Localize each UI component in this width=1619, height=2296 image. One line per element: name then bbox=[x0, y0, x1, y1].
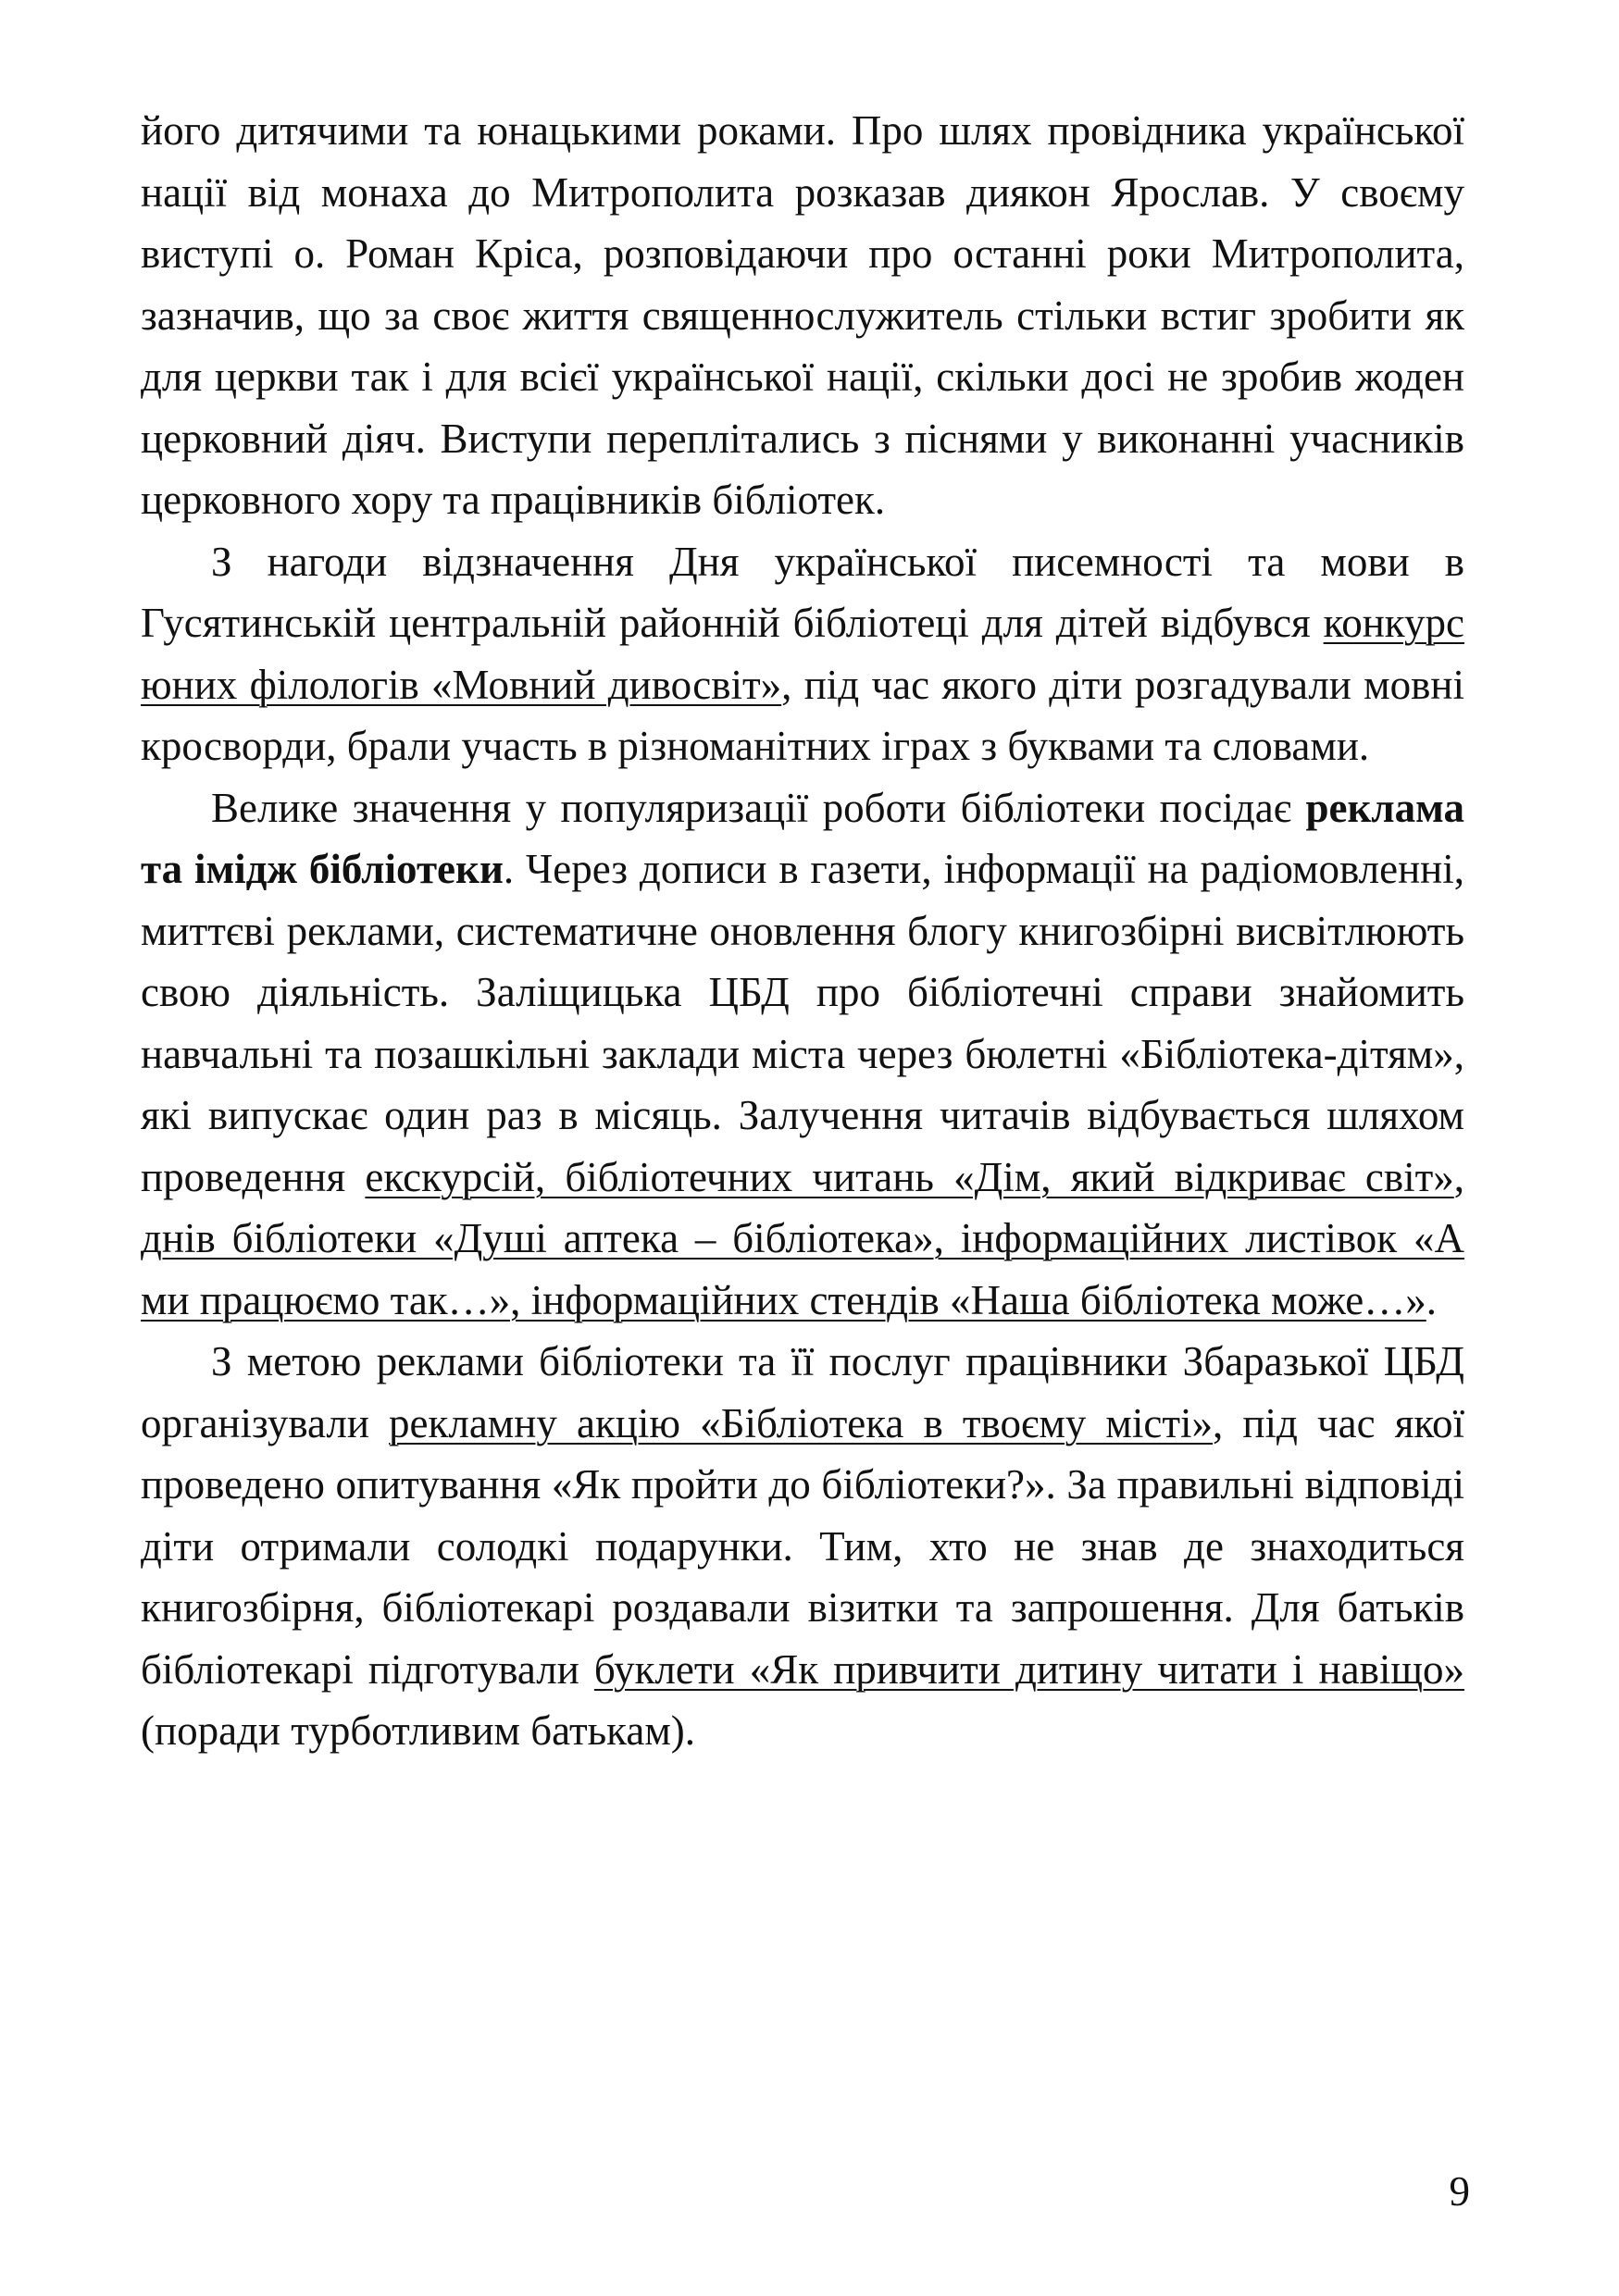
underlined-event-name: буклети «Як привчити дитину читати і навіщо» bbox=[593, 1645, 1464, 1693]
paragraph-3 bbox=[141, 777, 1464, 1332]
text-segment: , під час якої проведено опитування «Як пройти до бібліотеки?». За правильні відповіді діти отримали солодкі подарунки. Тим, хто не знав де знаходиться книгозбірня, бібліотекарі роздавали візитки та запрошення. Для батьків бібліотекарі підготували bbox=[141, 1399, 1464, 1693]
text-segment: (поради турботливим батькам). bbox=[141, 1707, 696, 1754]
underlined-event-name: рекламну акцію «Бібліотека в твоєму місті» bbox=[389, 1399, 1214, 1446]
text-segment: , під час якого діти розгадували мовні кросворди, брали участь в різноманітних іграх з буквами та словами. bbox=[141, 661, 1464, 769]
paragraph-4 bbox=[141, 1331, 1464, 1762]
text-segment: його дитячими та юнацькими роками. Про шлях провідника української нації від монаха до Митрополита розказав диякон Ярослав. У своєму виступі о. Роман Кріса, розповідаючи про останні роки Митрополита, зазначив, що за своє життя священнослужитель стільки встиг зробити як для церкви так і для всієї української нації, скільки досі не зробив жоден церковний діяч. Виступи переплітались з піснями у виконанні учасників церковного хору та працівників бібліотек. bbox=[141, 107, 1464, 523]
text-segment: , bbox=[1453, 1153, 1464, 1200]
paragraph-1 bbox=[141, 100, 1464, 531]
text-segment: Велике значення у популяризації роботи бібліотеки посідає bbox=[211, 784, 1306, 831]
body-text bbox=[141, 100, 1464, 1762]
page-number: 9 bbox=[1449, 2168, 1470, 2215]
underlined-event-name: конкурс юних філологів «Мовний дивосвіт» bbox=[141, 600, 1464, 708]
underlined-event-name: днів бібліотеки «Душі аптека – бібліотека», інформаційних листівок «А ми працюємо так…», інформаційних стендів «Наша бібліотека може…» bbox=[141, 1215, 1464, 1323]
text-segment: З нагоди відзначення Дня української писемності та мови в Гусятинській центральній районній бібліотеці для дітей відбувся bbox=[141, 538, 1464, 646]
bold-term: реклама та імідж бібліотеки bbox=[141, 784, 1464, 892]
paragraph-2 bbox=[141, 531, 1464, 777]
text-segment: . bbox=[1426, 1276, 1438, 1323]
text-segment: З метою реклами бібліотеки та її послуг працівники Збаразької ЦБД організували bbox=[141, 1338, 1464, 1446]
underlined-event-name: екскурсій, бібліотечних читань «Дім, який відкриває світ» bbox=[365, 1153, 1454, 1200]
text-segment: . Через дописи в газети, інформації на радіомовленні, миттєві реклами, систематичне оновлення блогу книгозбірні висвітлюють свою діяльність. Заліщицька ЦБД про бібліотечні справи знайомить навчальні та позашкільні заклади міста через бюлетні «Бібліотека-дітям», які випускає один раз в місяць. Залучення читачів відбувається шляхом проведення bbox=[141, 846, 1464, 1200]
